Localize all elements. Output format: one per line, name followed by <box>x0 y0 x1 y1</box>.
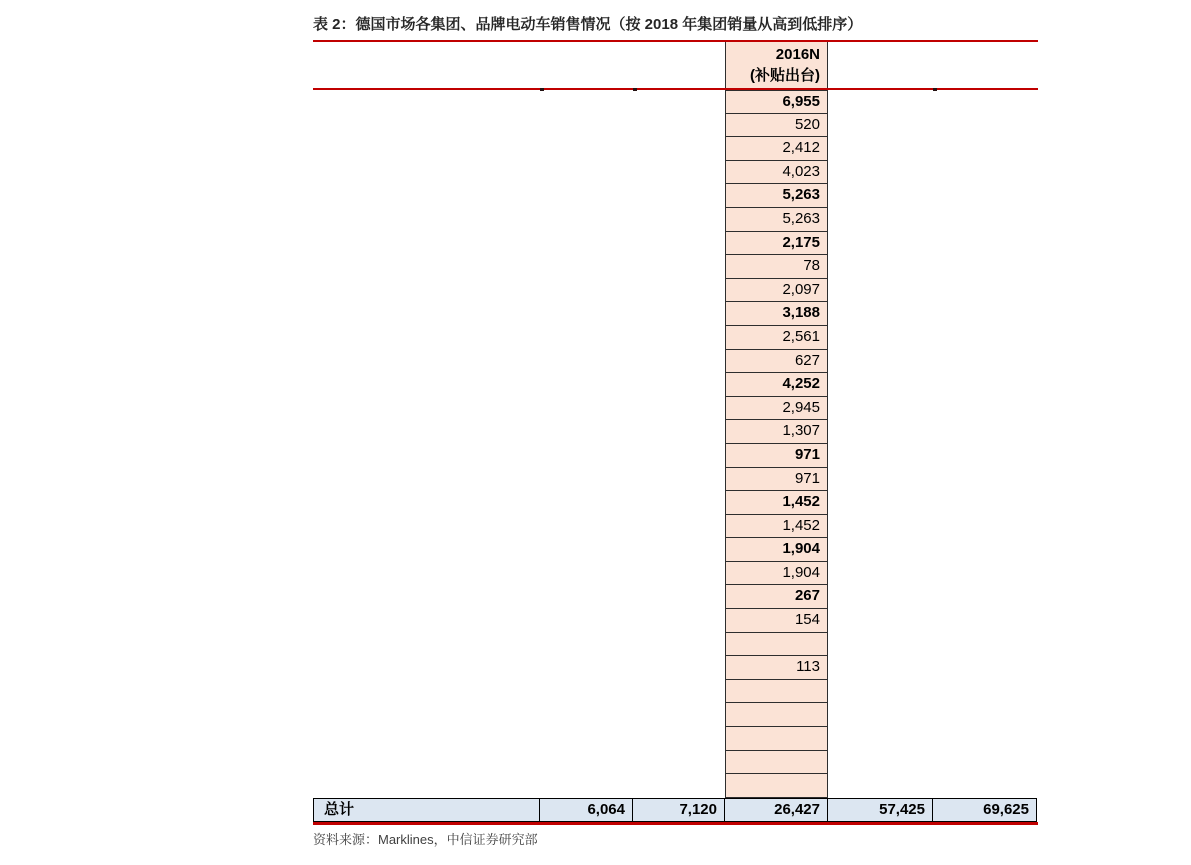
header-2016n-line1: 2016N <box>775 46 820 63</box>
source-note: 资料来源：Marklines，中信证券研究部 <box>313 831 538 847</box>
cell-2016n-value: 3,188 <box>725 302 828 326</box>
table-row <box>313 703 1038 727</box>
table-row <box>313 727 1038 751</box>
cell-2016n-value: 267 <box>725 585 828 609</box>
table-row <box>313 468 1038 492</box>
total-value-cell: 57,425 <box>828 798 933 822</box>
cell-2016n-value <box>725 727 828 751</box>
cell-2016n-value: 6,955 <box>725 90 828 114</box>
table-row <box>313 609 1038 633</box>
table-row <box>313 774 1038 798</box>
total-value-cell: 26,427 <box>725 798 828 822</box>
table-row <box>313 420 1038 444</box>
cell-2016n-value: 4,252 <box>725 373 828 397</box>
table-row <box>313 114 1038 138</box>
table-row <box>313 680 1038 704</box>
cell-2016n-value <box>725 633 828 657</box>
table-row <box>313 90 1038 114</box>
total-value-cell: 69,625 <box>933 798 1037 822</box>
cell-2016n-value <box>725 703 828 727</box>
cell-2016n-value: 2,945 <box>725 397 828 421</box>
table-row <box>313 562 1038 586</box>
table-row <box>313 397 1038 421</box>
table-title: 表 2：德国市场各集团、品牌电动车销售情况（按 2018 年集团销量从高到低排序） <box>313 16 863 33</box>
cell-2016n-value: 1,904 <box>725 538 828 562</box>
cell-2016n-value: 2,097 <box>725 279 828 303</box>
cell-2016n-value: 1,904 <box>725 562 828 586</box>
total-row <box>313 798 1037 822</box>
total-label: 总计 <box>313 798 540 822</box>
table-row <box>313 491 1038 515</box>
header-2016n <box>725 42 828 88</box>
cell-2016n-value: 520 <box>725 114 828 138</box>
table-header-row <box>313 42 1038 88</box>
cell-2016n-value <box>725 774 828 798</box>
cell-2016n-value <box>725 680 828 704</box>
cell-2016n-value: 971 <box>725 444 828 468</box>
cell-2016n-value: 4,023 <box>725 161 828 185</box>
table-row <box>313 326 1038 350</box>
table-row <box>313 232 1038 256</box>
total-value-cell: 6,064 <box>540 798 633 822</box>
cell-2016n-value: 971 <box>725 468 828 492</box>
table-row <box>313 161 1038 185</box>
header-2016n-line2: (补贴出台) <box>750 67 820 84</box>
table-row <box>313 279 1038 303</box>
table-row <box>313 373 1038 397</box>
table-row <box>313 538 1038 562</box>
table-row <box>313 302 1038 326</box>
table-row <box>313 751 1038 775</box>
cell-2016n-value: 154 <box>725 609 828 633</box>
cell-2016n-value: 1,452 <box>725 515 828 539</box>
table-row <box>313 255 1038 279</box>
cell-2016n-value: 113 <box>725 656 828 680</box>
cell-2016n-value: 627 <box>725 350 828 374</box>
table-row <box>313 137 1038 161</box>
cell-2016n-value: 2,175 <box>725 232 828 256</box>
sales-table <box>313 10 1038 848</box>
cell-2016n-value: 2,561 <box>725 326 828 350</box>
table-row <box>313 350 1038 374</box>
cell-2016n-value <box>725 751 828 775</box>
cell-2016n-value: 5,263 <box>725 184 828 208</box>
cell-2016n-value: 1,307 <box>725 420 828 444</box>
cell-2016n-value: 1,452 <box>725 491 828 515</box>
bottom-rule <box>313 822 1038 825</box>
table-row <box>313 633 1038 657</box>
total-value-cell: 7,120 <box>633 798 725 822</box>
cell-2016n-value: 78 <box>725 255 828 279</box>
table-row <box>313 444 1038 468</box>
table-row <box>313 208 1038 232</box>
cell-2016n-value: 5,263 <box>725 208 828 232</box>
table-row <box>313 585 1038 609</box>
cell-2016n-value: 2,412 <box>725 137 828 161</box>
table-row <box>313 184 1038 208</box>
table-row <box>313 515 1038 539</box>
data-rows <box>313 90 1038 798</box>
table-row <box>313 656 1038 680</box>
